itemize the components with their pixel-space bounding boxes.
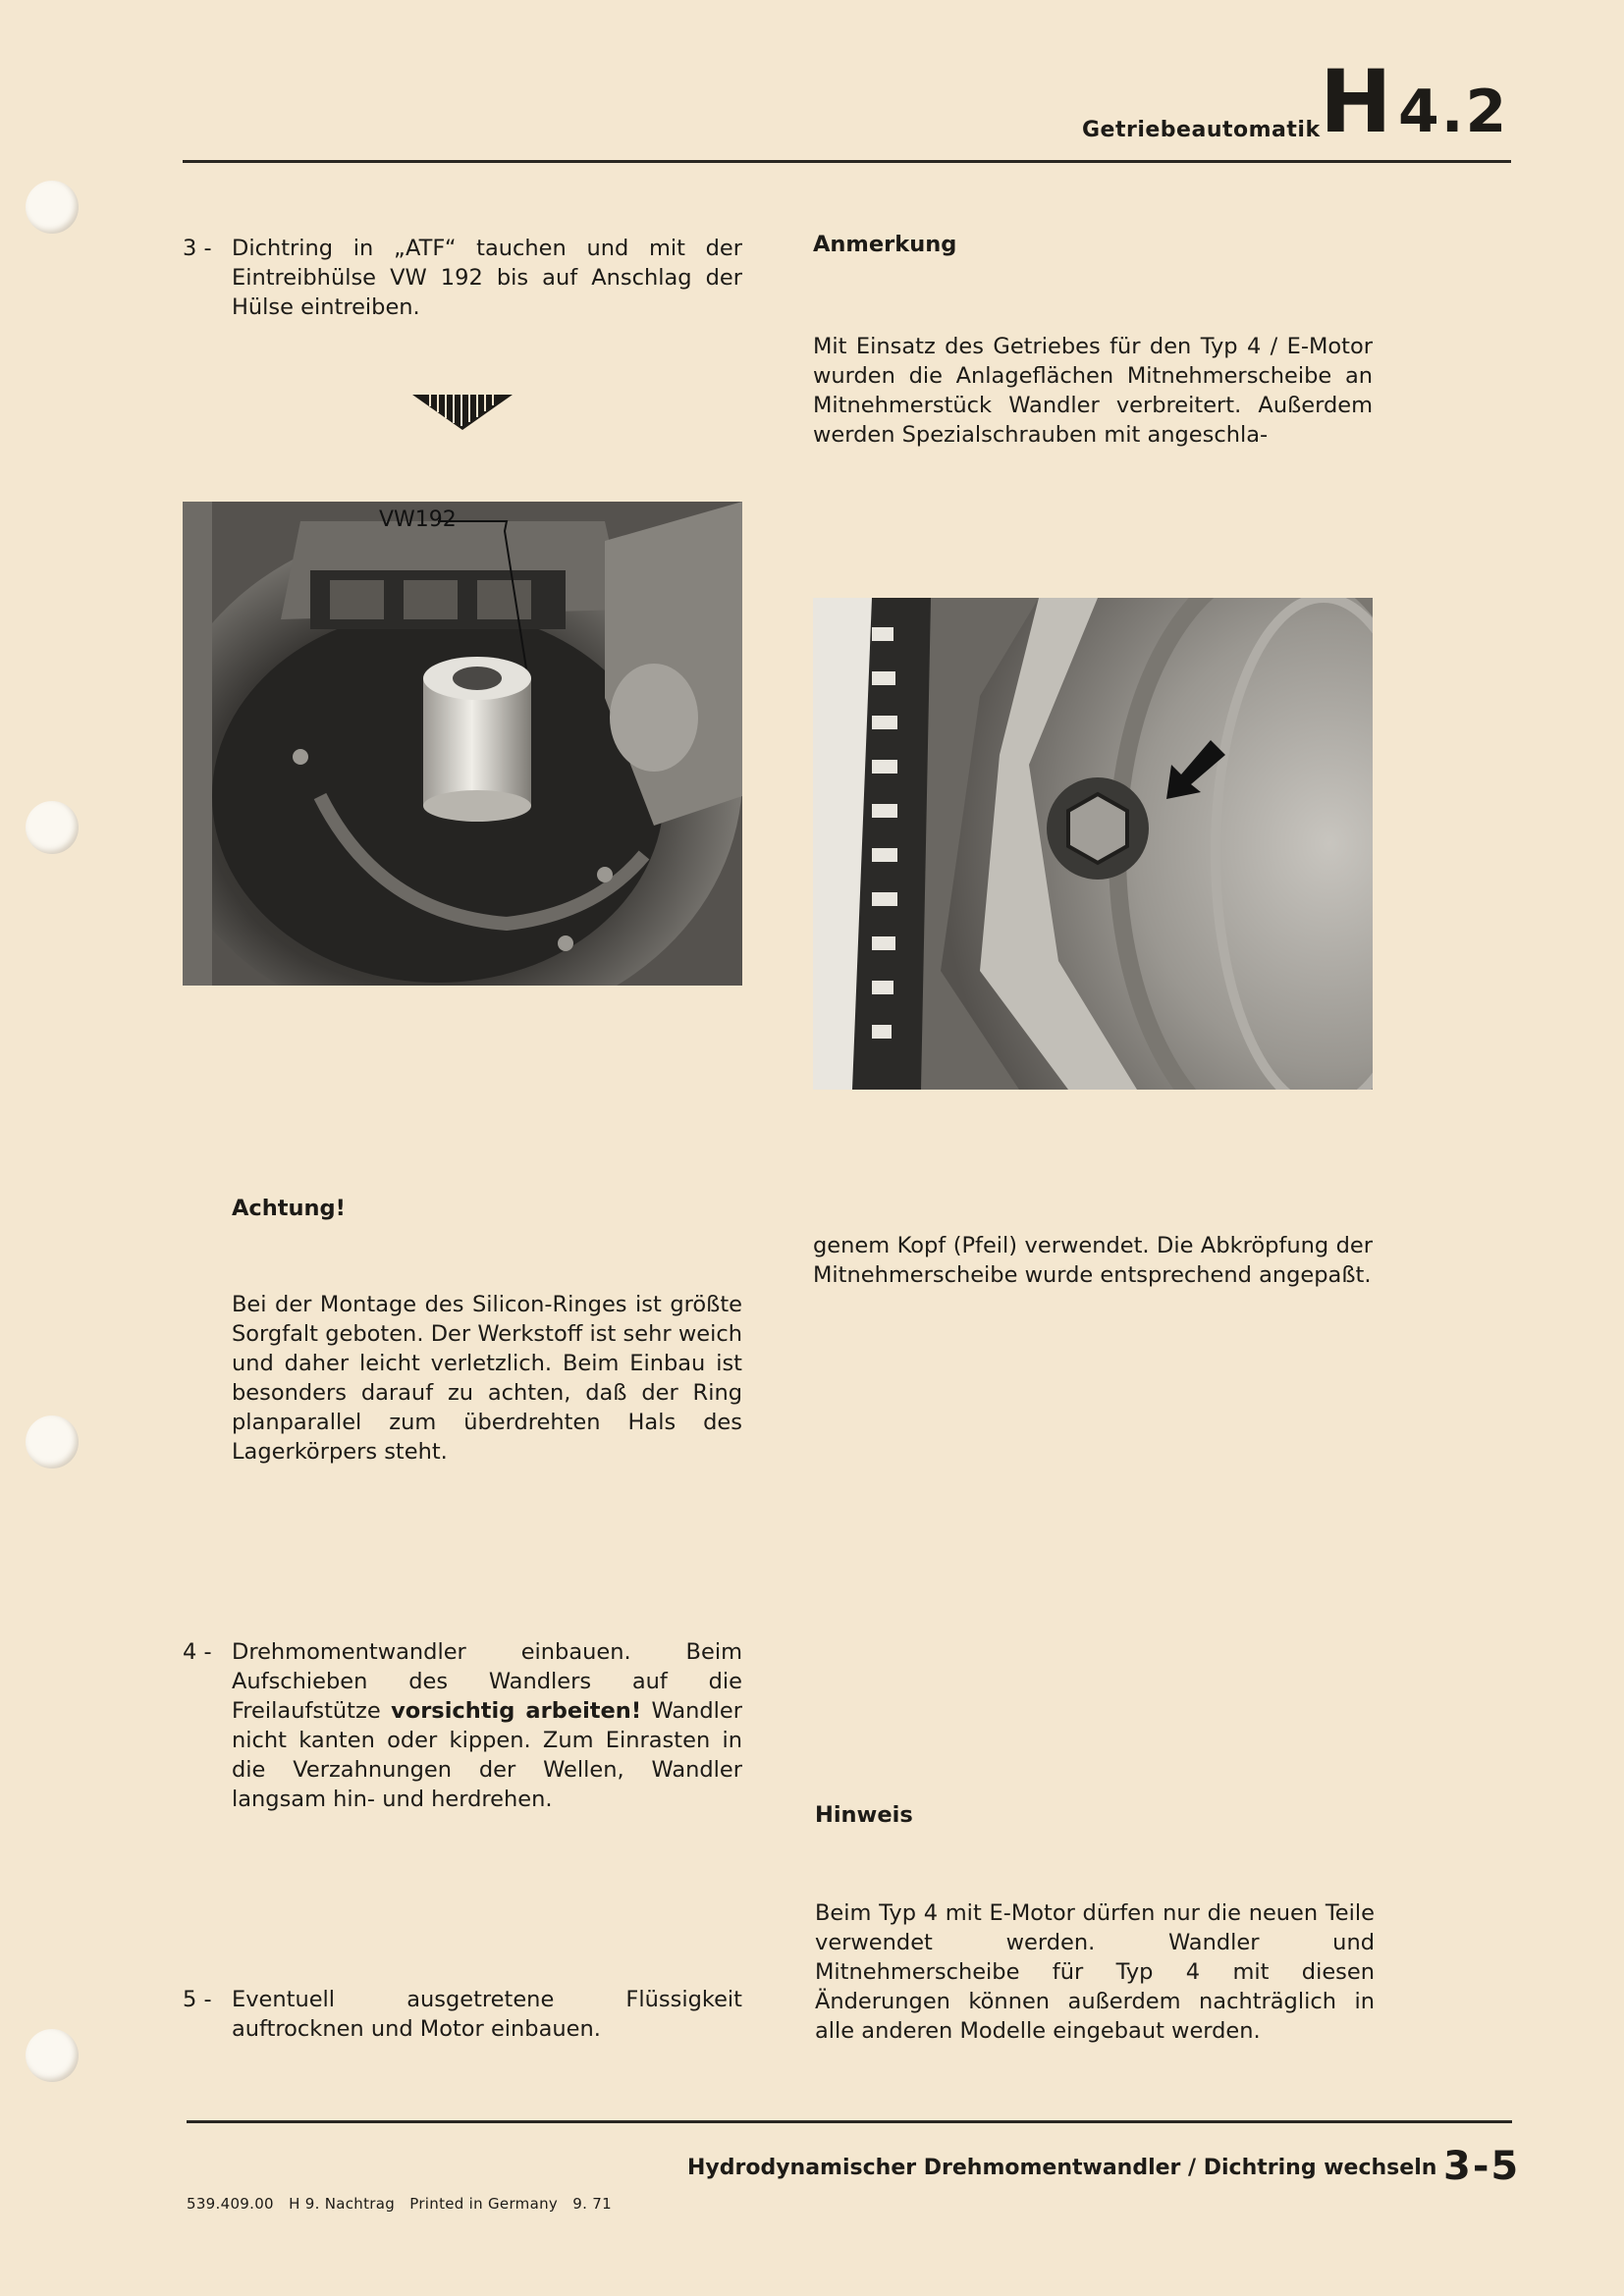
warning-text: Bei der Montage des Silicon-Ringes ist größte Sorgfalt geboten. Der Werkstoff ist sehr weich und daher leicht verletzlich. Beim Einbau ist besonders darauf zu achten, daß der Ring planparallel zum überdrehten Hals des Lagerkörpers steht. — [232, 1292, 742, 1465]
figure-tool-label: VW192 — [379, 507, 457, 532]
step-4-number: 4 - — [183, 1639, 212, 1665]
step-4-text-before: Drehmomentwandler einbauen. Beim Aufschieben des Wandlers auf die Freilaufstütze — [232, 1639, 742, 1724]
binder-hole-1 — [26, 181, 79, 234]
pointer-down-icon — [410, 393, 514, 432]
step-3-text: Dichtring in „ATF“ tauchen und mit der Eintreibhülse VW 192 bis auf Anschlag der Hülse eintreiben. — [232, 236, 742, 320]
note-text-part1: Mit Einsatz des Getriebes für den Typ 4 / E-Motor wurden die Anlageflächen Mitnehmerscheibe an Mitnehmerstück Wandler verbreitert. Außerdem werden Spezialschrauben mit angeschla- — [813, 334, 1373, 448]
binder-hole-3 — [26, 1415, 79, 1468]
step-3-number: 3 - — [183, 236, 212, 261]
page-number: 3-5 — [1443, 2144, 1521, 2189]
section-number: 4.2 — [1398, 78, 1509, 146]
section-letter: H — [1320, 51, 1392, 152]
footer-title: Hydrodynamischer Drehmomentwandler / Dichtring wechseln — [687, 2156, 1437, 2180]
footer-meta: 539.409.00 H 9. Nachtrag Printed in Germany 9. 71 — [187, 2195, 612, 2213]
hint-title: Hinweis — [815, 1802, 913, 1828]
section-title: Getriebeautomatik — [1082, 118, 1321, 142]
note-text-part2: genem Kopf (Pfeil) verwendet. Die Abkröpfung der Mitnehmerscheibe wurde entsprechend angepaßt. — [813, 1233, 1373, 1288]
warning-title: Achtung! — [232, 1196, 346, 1221]
step-4-emphasis: vorsichtig arbeiten! — [391, 1698, 642, 1724]
note-title: Anmerkung — [813, 232, 957, 257]
step-4-text — [232, 1637, 742, 1814]
footer-rule — [187, 2120, 1512, 2123]
step-5-text: Eventuell ausgetretene Flüssigkeit auftrocknen und Motor einbauen. — [232, 1987, 742, 2042]
figure-seal-installation-photo — [183, 502, 742, 986]
step-4-text-after: Wandler nicht kanten oder kippen. Zum Einrasten in die Verzahnungen der Wellen, Wandler langsam hin- und herdrehen. — [232, 1698, 742, 1812]
hint-text: Beim Typ 4 mit E-Motor dürfen nur die neuen Teile verwendet werden. Wandler und Mitnehmerscheibe für Typ 4 mit diesen Änderungen können außerdem nachträglich in alle anderen Modelle eingebaut werden. — [815, 1900, 1375, 2044]
step-5-number: 5 - — [183, 1987, 212, 2012]
header-rule — [183, 160, 1511, 163]
figure-drive-plate-photo — [813, 598, 1373, 1090]
binder-hole-2 — [26, 801, 79, 854]
binder-hole-4 — [26, 2029, 79, 2082]
